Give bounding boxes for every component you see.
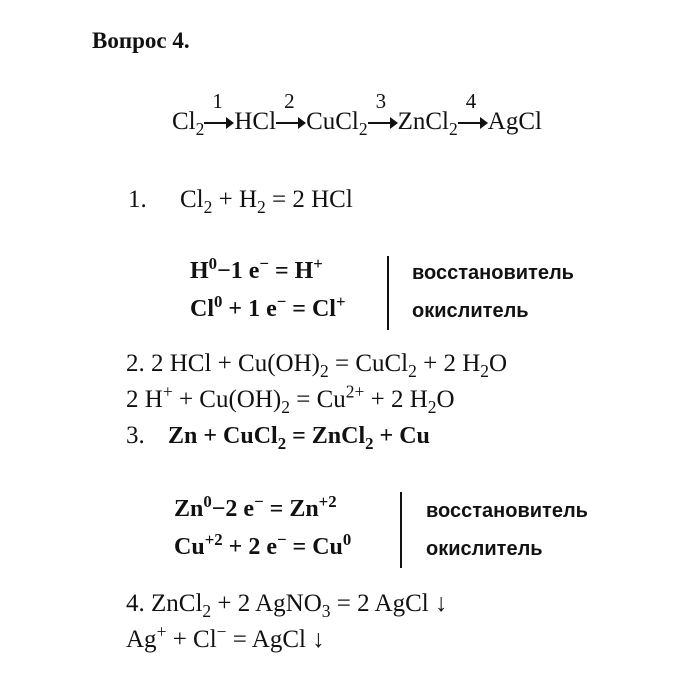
arrow-label: 3 <box>375 89 387 114</box>
chain-sub: 2 <box>358 119 368 140</box>
chain-hcl: HCl <box>234 108 277 135</box>
role-oxidizer: окислитель <box>412 300 529 322</box>
step-number: 3. <box>126 422 145 449</box>
chain-agcl: AgCl <box>487 108 542 135</box>
question-title: Вопрос 4. <box>92 28 190 53</box>
arrow-icon <box>368 89 398 133</box>
arrow-label: 1 <box>212 89 223 114</box>
chain-cucl2: CuCl <box>306 108 359 135</box>
step2-ionic-equation: 2 $H^+ + Cu(OH)_2 = Cu^{2+} + 2$ $H_2O$ <box>126 381 455 418</box>
step3-half-reaction-oxidation: $Zn^0-2$ $e^- = Zn^{+2}$ <box>174 491 337 522</box>
chain-sub: 2 <box>449 119 458 140</box>
transformation-chain <box>172 89 542 140</box>
arrow-icon <box>276 89 306 133</box>
step3-equation: 3. Zn + CuCl$_2$ = ZnCl$_2$ + Cu <box>126 422 430 453</box>
arrow-label: 2 <box>284 89 295 114</box>
step1-equation: 1. $Cl_2 + H_2 = 2$ HCl <box>128 186 353 218</box>
divider <box>400 492 402 568</box>
chain-cl2: Cl <box>172 108 196 135</box>
chain-zncl2: ZnCl <box>397 108 450 135</box>
step1-half-reaction-oxidation: $H^0-1$ e− = H+ <box>190 253 323 284</box>
step4-ionic-equation: Ag+ + Cl− = AgCl ↓ <box>126 621 325 653</box>
role-oxidizer: окислитель <box>426 538 543 560</box>
role-reducer: восстановитель <box>426 500 588 522</box>
arrow-icon <box>458 89 488 133</box>
step3-half-reaction-reduction: $Cu^{+2} + 2$ $e^- = Cu^0$ <box>174 529 352 560</box>
step-number: 1. <box>128 186 147 213</box>
arrow-icon <box>204 89 234 133</box>
role-reducer: восстановитель <box>412 262 574 284</box>
chain-sub: 2 <box>195 119 205 140</box>
step2-equation: 2. 2 HCl + $Cu(OH)_2$ = CuCl$_2$ + 2 $H_2O$ <box>126 350 508 382</box>
arrow-label: 4 <box>465 89 477 114</box>
step4-equation: 4. ZnCl$_2$ + 2 AgNO$_3$ = 2 AgCl ↓ <box>126 590 448 622</box>
divider <box>387 256 389 330</box>
step1-half-reaction-reduction: $Cl^0 + 1$ e− = Cl+ <box>190 291 346 322</box>
